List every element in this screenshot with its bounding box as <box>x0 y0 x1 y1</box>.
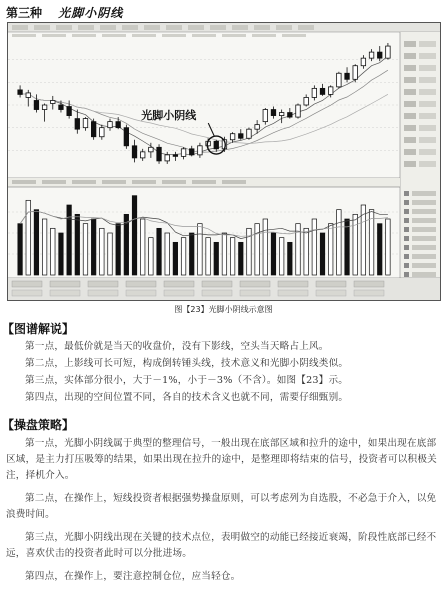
section-title-graph: 【图谱解说】 <box>2 322 75 336</box>
bottom-tab <box>202 290 232 296</box>
candle <box>157 147 161 161</box>
volume-bar <box>345 219 349 275</box>
volume-info-item <box>42 180 66 184</box>
ma-info-item <box>42 34 66 37</box>
candle <box>304 97 308 105</box>
volume-bar <box>75 214 79 275</box>
candle <box>345 73 349 79</box>
ma-info-item <box>102 34 126 37</box>
candle <box>214 141 218 149</box>
side-panel-marker <box>404 272 409 277</box>
candle <box>296 105 300 117</box>
moving-average-line <box>20 56 388 155</box>
side-panel-row <box>419 125 436 131</box>
volume-bar <box>42 219 46 275</box>
volume-bar <box>189 233 193 275</box>
volume-bar <box>271 233 275 275</box>
volume-bar <box>239 242 243 275</box>
paragraph: 第一点，光脚小阴线属于典型的整理信号，一般出现在底部区域和拉升的途中，如果出现在底部区域，是主力打压吸筹的结果，如果出现在拉升的途中，是整理即将结束的信号，投资者可以积极关注，择机介入。 <box>6 438 437 481</box>
side-panel-row <box>412 227 436 232</box>
volume-bar <box>353 214 357 275</box>
volume-bar <box>132 196 136 275</box>
candle <box>288 113 292 118</box>
candle <box>140 152 144 158</box>
ma-info-item <box>252 34 276 37</box>
toolbar-item <box>210 25 226 30</box>
volume-bar <box>149 238 153 275</box>
candle <box>42 105 46 110</box>
candle <box>312 88 316 97</box>
side-panel-row <box>419 53 436 59</box>
candle <box>83 119 87 128</box>
volume-bar <box>91 219 95 275</box>
side-panel-row <box>412 245 436 250</box>
toolbar-item <box>12 25 28 30</box>
side-panel-row <box>404 161 416 167</box>
toolbar-item <box>56 25 72 30</box>
volume-bar <box>320 233 324 275</box>
candle <box>255 125 259 130</box>
candle <box>91 122 95 137</box>
bottom-tab <box>164 290 194 296</box>
side-panel-row <box>419 77 436 83</box>
side-panel-marker <box>404 227 409 232</box>
side-panel-marker <box>404 218 409 223</box>
volume-bar <box>386 219 390 275</box>
candle <box>116 122 120 128</box>
candle <box>369 52 373 58</box>
side-panel-row <box>419 149 436 155</box>
bottom-tab <box>202 281 232 287</box>
candle <box>149 147 153 152</box>
side-panel-row <box>419 65 436 71</box>
candle <box>239 134 243 139</box>
side-panel-marker <box>404 209 409 214</box>
side-panel-row <box>404 113 416 119</box>
volume-bar <box>140 219 144 275</box>
ma-info-item <box>132 34 156 37</box>
volume-bar <box>100 228 104 275</box>
volume-bar <box>181 238 185 275</box>
paragraph: 第二点，上影线可长可短，构成倒转锤头线，技术意义和光脚小阴线类似。 <box>25 358 349 369</box>
side-panel-marker <box>404 263 409 268</box>
paragraph: 第四点，在操作上，要注意控制仓位，应当轻仓。 <box>25 571 241 582</box>
ma-info-item <box>12 34 36 37</box>
candle <box>320 88 324 94</box>
candle <box>189 149 193 155</box>
toolbar-item <box>78 25 94 30</box>
side-panel-row <box>412 209 436 214</box>
volume-bar <box>59 233 63 275</box>
paragraph: 第三点，实体部分很小，大于－1%，小于－3%（不含）。如图【23】示。 <box>25 375 349 386</box>
toolbar-item <box>100 25 116 30</box>
side-panel-row <box>412 218 436 223</box>
side-panel-row <box>412 272 436 277</box>
bottom-tab <box>126 290 156 296</box>
volume-bar <box>255 224 259 275</box>
candle <box>51 100 55 103</box>
volume-bar <box>304 228 308 275</box>
candle <box>108 122 112 128</box>
ma-info-item <box>282 34 306 37</box>
annotation-label: 光脚小阴线 <box>141 109 197 123</box>
candle <box>247 129 251 138</box>
paragraph: 第四点，出现的空间位置不同，各自的技术含义也就不同，需要仔细甄别。 <box>25 392 349 403</box>
bottom-tab <box>278 281 308 287</box>
bottom-tab <box>88 281 118 287</box>
bottom-tab <box>50 281 80 287</box>
candle <box>181 149 185 157</box>
bottom-tab <box>354 281 384 287</box>
candle <box>26 93 30 98</box>
volume-bar <box>157 228 161 275</box>
side-panel-row <box>404 41 416 47</box>
volume-bar <box>116 224 120 275</box>
candlestick-chart <box>8 23 440 300</box>
bottom-tab <box>88 290 118 296</box>
side-panel-row <box>419 41 436 47</box>
paragraph: 第一点，最低价就是当天的收盘价，没有下影线，空头当天略占上风。 <box>25 341 329 352</box>
side-panel-marker <box>404 191 409 196</box>
volume-bar <box>108 233 112 275</box>
candle <box>198 146 202 155</box>
volume-info-item <box>72 180 96 184</box>
annotation-arrow <box>208 123 214 136</box>
candle <box>263 110 267 122</box>
toolbar-item <box>254 25 270 30</box>
volume-bar <box>214 242 218 275</box>
candle <box>279 113 283 116</box>
candle <box>100 128 104 137</box>
volume-bar <box>51 228 55 275</box>
toolbar-item <box>34 25 50 30</box>
toolbar-item <box>144 25 160 30</box>
volume-bar <box>18 224 22 275</box>
volume-info-item <box>102 180 126 184</box>
volume-bar <box>198 224 202 275</box>
volume-info-item <box>132 180 156 184</box>
toolbar-item <box>232 25 248 30</box>
candle <box>386 46 390 58</box>
volume-bar <box>173 242 177 275</box>
volume-bar <box>377 224 381 275</box>
side-panel-row <box>419 113 436 119</box>
volume-info-item <box>12 180 36 184</box>
side-panel-row <box>404 65 416 71</box>
volume-bar <box>230 238 234 275</box>
candle <box>377 52 381 58</box>
side-panel-marker <box>404 236 409 241</box>
toolbar-item <box>188 25 204 30</box>
candle <box>230 134 234 140</box>
side-panel-row <box>419 137 436 143</box>
volume-bar <box>263 219 267 275</box>
toolbar-item <box>298 25 314 30</box>
side-panel-row <box>419 89 436 95</box>
side-panel-row <box>412 254 436 259</box>
chart-caption: 图【23】光脚小阴线示意图 <box>174 305 273 314</box>
candle <box>132 146 136 158</box>
candle <box>34 100 38 109</box>
side-panel-row <box>412 200 436 205</box>
side-panel-marker <box>404 254 409 259</box>
side-panel-marker <box>404 200 409 205</box>
side-panel-row <box>404 77 416 83</box>
bottom-tab <box>12 290 42 296</box>
side-panel-row <box>404 137 416 143</box>
side-panel-marker <box>404 245 409 250</box>
side-panel-row <box>404 89 416 95</box>
bottom-tab <box>278 290 308 296</box>
volume-bar <box>67 205 71 275</box>
side-panel-row <box>404 125 416 131</box>
candle <box>67 107 71 116</box>
volume-bar <box>279 238 283 275</box>
bottom-tab <box>316 290 346 296</box>
stock-chart-screenshot <box>7 22 441 301</box>
side-panel-row <box>404 101 416 107</box>
bottom-tab <box>126 281 156 287</box>
volume-bar <box>288 242 292 275</box>
bottom-tab <box>12 281 42 287</box>
candle <box>165 155 169 161</box>
side-panel-row <box>412 191 436 196</box>
ma-info-item <box>72 34 96 37</box>
ma-info-item <box>192 34 216 37</box>
paragraph: 第三点，光脚小阴线出现在关键的技术点位，表明做空的动能已经接近衰竭，阶段性底部已经不远，喜欢伏击的投资者此时可以分批进场。 <box>6 532 437 559</box>
toolbar-item <box>166 25 182 30</box>
side-panel-row <box>419 101 436 107</box>
section-title: 光脚小阴线 <box>58 6 124 20</box>
side-panel-row <box>404 149 416 155</box>
volume-info-item <box>222 180 246 184</box>
side-panel-row <box>419 161 436 167</box>
candle <box>75 119 79 130</box>
side-panel-row <box>412 263 436 268</box>
section-kicker: 第三种 <box>6 6 43 20</box>
bottom-tab <box>164 281 194 287</box>
volume-bar <box>312 219 316 275</box>
candle <box>361 58 365 66</box>
side-panel-row <box>404 53 416 59</box>
candle <box>173 155 177 157</box>
candle <box>328 87 332 95</box>
candle <box>124 128 128 146</box>
bottom-tab <box>240 281 270 287</box>
bottom-tab <box>354 290 384 296</box>
volume-bar <box>83 224 87 275</box>
page-header <box>6 4 123 21</box>
volume-bar <box>165 233 169 275</box>
candle <box>59 105 63 110</box>
bottom-tab <box>240 290 270 296</box>
section-title-strategy: 【操盘策略】 <box>2 418 75 432</box>
volume-bar <box>206 238 210 275</box>
bottom-tab <box>50 290 80 296</box>
candle <box>271 110 275 116</box>
volume-bar <box>34 210 38 275</box>
volume-info-item <box>192 180 216 184</box>
toolbar-item <box>122 25 138 30</box>
toolbar-item <box>276 25 292 30</box>
paragraph: 第二点，在操作上，短线投资者根据强势操盘原则，可以考虑列为自选股，不必急于介入，以免浪费时间。 <box>6 493 437 520</box>
candle <box>337 73 341 87</box>
ma-info-item <box>222 34 246 37</box>
volume-bar <box>222 233 226 275</box>
ma-info-item <box>162 34 186 37</box>
volume-bar <box>337 210 341 275</box>
volume-info-item <box>162 180 186 184</box>
candle <box>18 90 22 95</box>
bottom-tab <box>316 281 346 287</box>
candle <box>353 66 357 80</box>
volume-bar <box>328 224 332 275</box>
side-panel-row <box>412 236 436 241</box>
